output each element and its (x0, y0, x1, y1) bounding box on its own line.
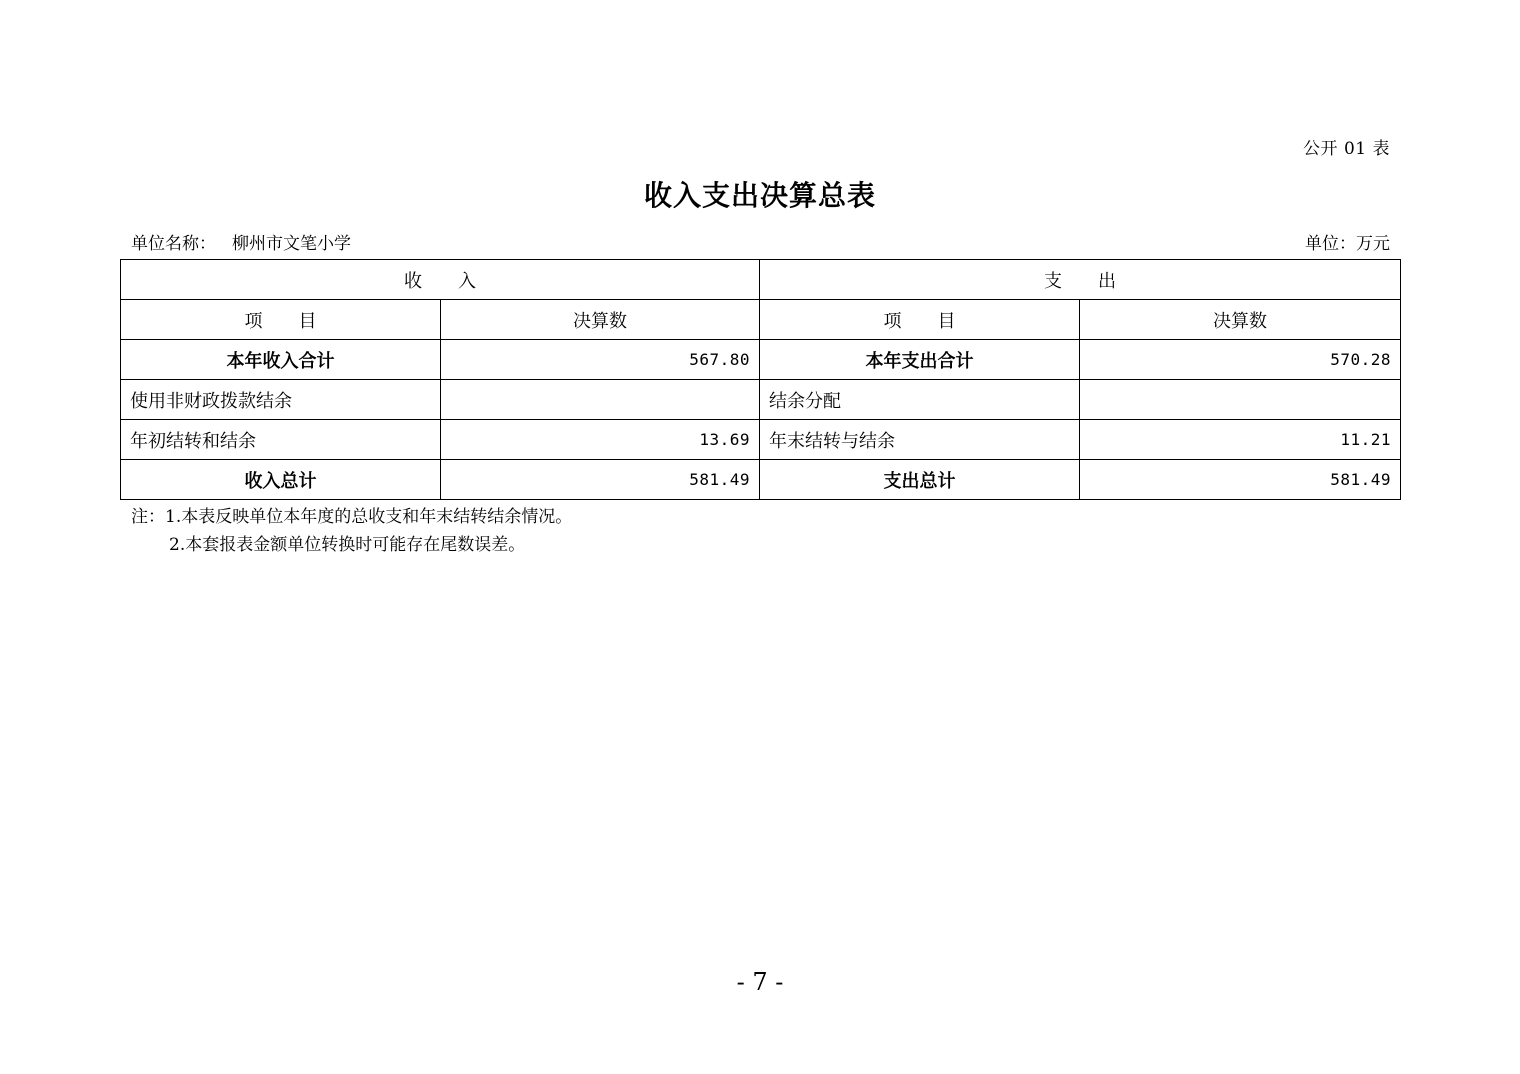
table-row (121, 380, 1401, 420)
income-item-cell: 年初结转和结余 (121, 420, 441, 460)
expense-item-cell: 结余分配 (760, 380, 1080, 420)
income-amount-header: 决算数 (441, 300, 760, 340)
income-item-header: 项 目 (121, 300, 441, 340)
expense-item-cell: 本年支出合计 (760, 340, 1080, 380)
form-number: 公开 01 表 (1303, 139, 1390, 159)
income-item-cell: 收入总计 (121, 460, 441, 500)
expense-amount-cell: 581.49 (1080, 460, 1401, 500)
expense-section-header: 支 出 (760, 260, 1401, 300)
expense-amount-cell: 11.21 (1080, 420, 1401, 460)
expense-amount-header: 决算数 (1080, 300, 1401, 340)
org-info (131, 229, 351, 254)
section-header-row (121, 260, 1401, 300)
income-amount-cell (441, 380, 760, 420)
table-row (121, 460, 1401, 500)
org-label: 单位名称： (131, 234, 216, 254)
note-1: 注：1.本表反映单位本年度的总收支和年末结转结余情况。 (131, 507, 573, 527)
currency-unit: 单位：万元 (1305, 234, 1390, 254)
expense-amount-cell: 570.28 (1080, 340, 1401, 380)
expense-item-cell: 支出总计 (760, 460, 1080, 500)
expense-item-header: 项 目 (760, 300, 1080, 340)
page-title: 收入支出决算总表 (643, 179, 876, 212)
income-amount-cell: 581.49 (441, 460, 760, 500)
income-item-cell: 使用非财政拨款结余 (121, 380, 441, 420)
table-notes (131, 503, 572, 559)
org-name: 柳州市文笔小学 (232, 234, 351, 254)
page-number: - 7 - (736, 968, 784, 996)
column-header-row (121, 300, 1401, 340)
expense-amount-cell (1080, 380, 1401, 420)
table-row (121, 340, 1401, 380)
income-item-cell: 本年收入合计 (121, 340, 441, 380)
income-expense-table (120, 259, 1401, 500)
unit-line (131, 229, 1390, 254)
table-row (121, 420, 1401, 460)
income-amount-cell: 567.80 (441, 340, 760, 380)
expense-item-cell: 年末结转与结余 (760, 420, 1080, 460)
income-section-header: 收 入 (121, 260, 760, 300)
note-2: 2.本套报表金额单位转换时可能存在尾数误差。 (169, 535, 526, 555)
income-amount-cell: 13.69 (441, 420, 760, 460)
